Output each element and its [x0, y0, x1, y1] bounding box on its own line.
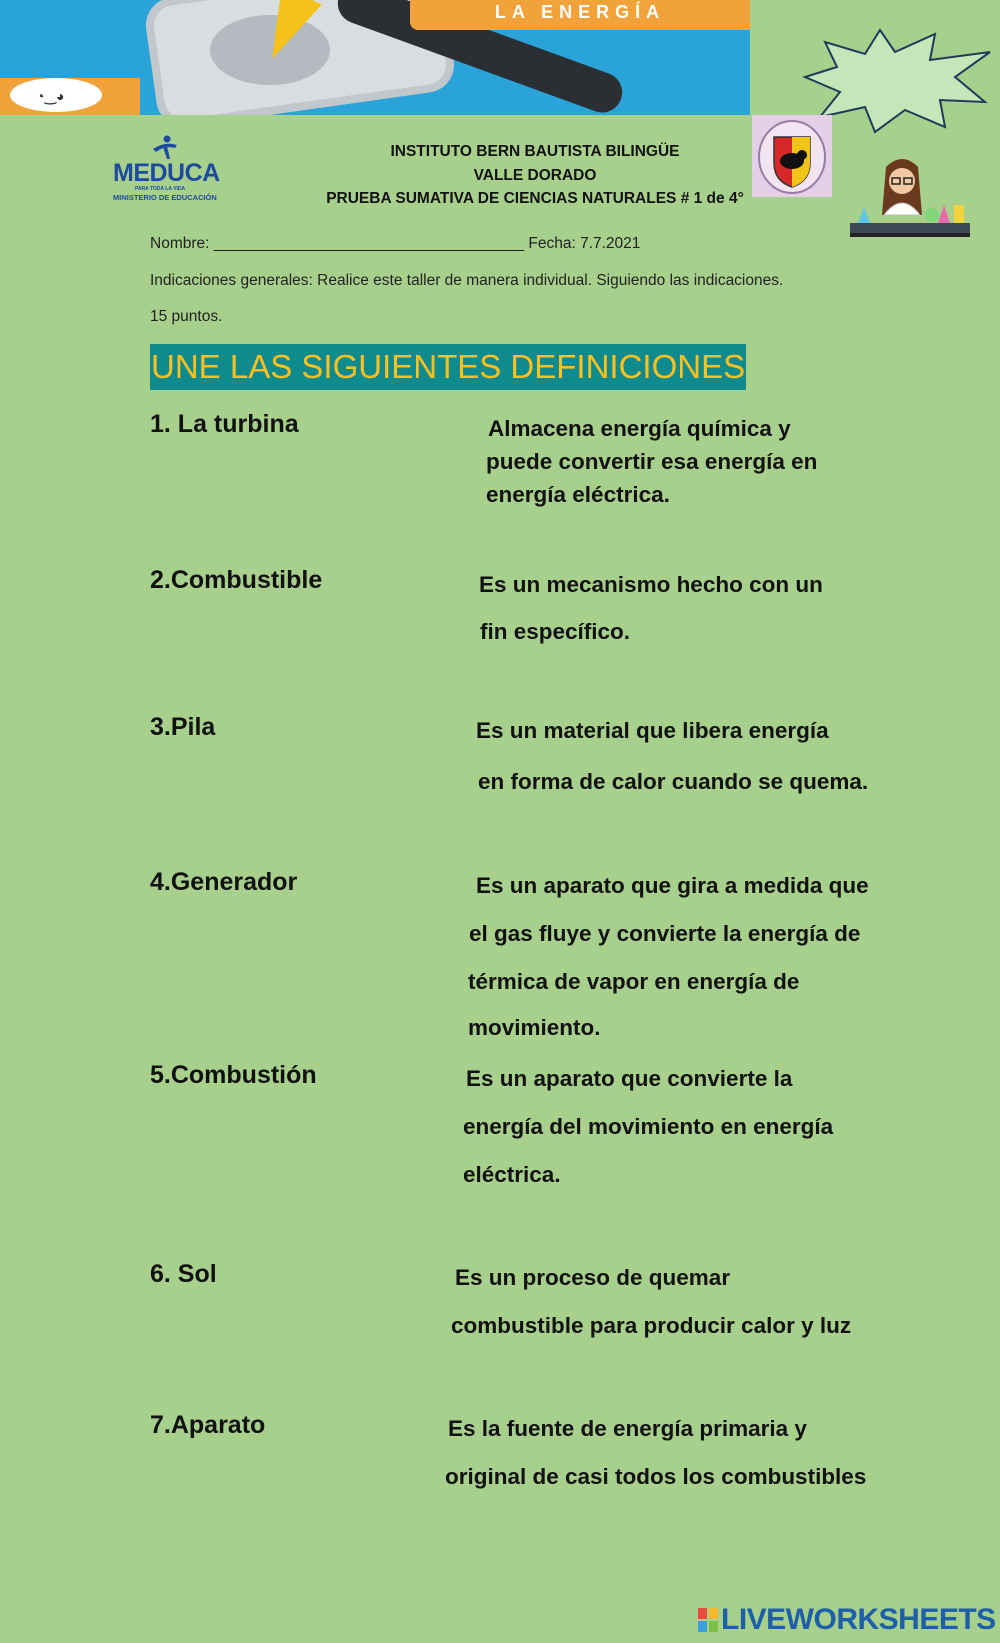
- meduca-figure-icon: [151, 135, 179, 159]
- term-4: 4.Generador: [150, 868, 298, 896]
- school-location: VALLE DORADO: [473, 166, 597, 184]
- definition-4-line-2: el gas fluye y convierte la energía de: [469, 921, 861, 946]
- test-title: PRUEBA SUMATIVA DE CIENCIAS NATURALES # 1 de 4°: [326, 190, 744, 207]
- definition-3-line-2: en forma de calor cuando se quema.: [478, 769, 869, 794]
- term-2: 2.Combustible: [150, 566, 323, 594]
- definition-5-line-3: eléctrica.: [463, 1162, 561, 1187]
- school-header: [300, 140, 770, 211]
- term-3: 3.Pila: [150, 713, 216, 741]
- term-6: 6. Sol: [150, 1260, 217, 1288]
- liveworksheets-brand: LIVEWORKSHEETS: [721, 1603, 996, 1636]
- definition-4-line-4: movimiento.: [468, 1015, 601, 1040]
- definition-3-line-1: Es un material que libera energía: [476, 718, 829, 743]
- definition-1-line-1: Almacena energía química y: [488, 416, 791, 441]
- definition-1-line-3: energía eléctrica.: [486, 482, 670, 507]
- meduca-tagline: PARA TODA LA VIDA: [135, 186, 186, 192]
- definition-1-line-2: puede convertir esa energía en: [486, 449, 818, 474]
- definition-2-line-1: Es un mecanismo hecho con un: [479, 572, 823, 597]
- meduca-ministry: MINISTERIO DE EDUCACIÓN: [113, 193, 217, 202]
- term-1: 1. La turbina: [150, 410, 299, 438]
- definition-4-line-3: térmica de vapor en energía de: [468, 969, 800, 994]
- definition-5-line-1: Es un aparato que convierte la: [466, 1066, 793, 1091]
- meduca-logo: [113, 135, 223, 205]
- definition-5-line-2: energía del movimiento en energía: [463, 1114, 834, 1139]
- points-label: 15 puntos.: [150, 308, 223, 325]
- definition-6-line-2: combustible para producir calor y luz: [451, 1313, 852, 1338]
- definition-7-line-2: original de casi todos los combustibles: [445, 1464, 867, 1489]
- meduca-word: MEDUCA: [113, 159, 220, 187]
- energy-banner: [0, 0, 750, 115]
- definition-2-line-2: fin específico.: [480, 619, 631, 644]
- general-instructions: Indicaciones generales: Realice este taller de manera individual. Siguiendo las indicaciones.: [150, 272, 784, 289]
- definition-6-line-1: Es un proceso de quemar: [455, 1265, 731, 1290]
- definition-4-line-1: Es un aparato que gira a medida que: [476, 873, 869, 898]
- term-5: 5.Combustión: [150, 1061, 317, 1089]
- teacher-lab-image: [850, 155, 975, 250]
- school-name: INSTITUTO BERN BAUTISTA BILINGÜE: [390, 143, 680, 160]
- liveworksheets-logo-icon: [697, 1607, 719, 1633]
- definition-7-line-1: Es la fuente de energía primaria y: [448, 1416, 807, 1441]
- banner-title: LA ENERGÍA: [494, 2, 666, 22]
- section-title: UNE LAS SIGUIENTES DEFINICIONES: [150, 344, 746, 390]
- term-7: 7.Aparato: [150, 1411, 266, 1439]
- name-date-line: Nombre: ____________________________________ Fecha: 7.7.2021: [150, 235, 641, 252]
- cloud-face-eyes: ◔‿◕: [36, 88, 65, 104]
